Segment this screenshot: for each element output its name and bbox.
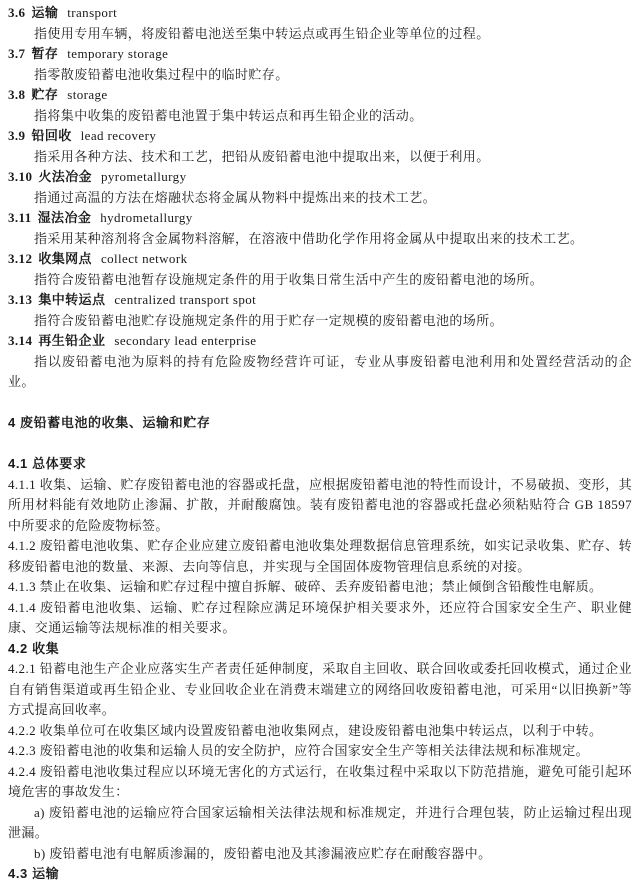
term-heading [8,208,632,229]
term-heading [8,331,632,352]
term-heading [8,249,632,270]
term-number: 3.9 [8,128,26,143]
section-heading: 4.3 运输 [8,866,60,881]
term-heading [8,126,632,147]
term-heading [8,85,632,106]
section-heading: 4.2 收集 [8,640,60,656]
term-heading [8,167,632,188]
list-item: a) 废铅蓄电池的运输应符合国家运输相关法律法规和标准规定，并进行合理包装，防止运输过程出现泄漏。 [8,804,632,840]
paragraph: 4.2.3 废铅蓄电池的收集和运输人员的安全防护，应符合国家安全生产等相关法律法规和标准规定。 [8,743,590,758]
term-english: transport [67,5,118,20]
paragraph: 4.2.1 铅蓄电池生产企业应落实生产者责任延伸制度，采取自主回收、联合回收或委托回收模式，通过企业自有销售渠道或再生铅企业、专业回收企业在消费末端建立的网络回收废铅蓄电池，可采用“以旧换新”等方式提高回收率。 [8,661,632,717]
term-english: secondary lead enterprise [114,333,257,348]
term-chinese: 再生铅企业 [38,333,106,348]
term-english: lead recovery [80,128,157,143]
term-chinese: 集中转运点 [38,292,106,307]
term-english: pyrometallurgy [100,169,187,184]
term-english: temporary storage [67,46,169,61]
definition-text: 指符合废铅蓄电池暂存设施规定条件的用于收集日常生活中产生的废铅蓄电池的场所。 [34,271,544,287]
term-english: collect network [100,251,188,266]
paragraph: 4.1.4 废铅蓄电池收集、运输、贮存过程除应满足环境保护相关要求外，还应符合国家安全生产、职业健康、交通运输等法规标准的相关要求。 [8,599,632,635]
term-chinese: 收集网点 [38,251,92,266]
definition-text: 指符合废铅蓄电池贮存设施规定条件的用于贮存一定规模的废铅蓄电池的场所。 [34,312,504,328]
paragraph: 4.2.4 废铅蓄电池收集过程应以环境无害化的方式运行，在收集过程中采取以下防范措施，避免可能引起环境危害的事故发生： [8,763,632,799]
term-english: centralized transport spot [114,292,257,307]
paragraph: 4.1.3 禁止在收集、运输和贮存过程中擅自拆解、破碎、丢弃废铅蓄电池；禁止倾倒含铅酸性电解质。 [8,579,603,594]
term-number: 3.10 [8,169,33,184]
term-number: 3.8 [8,87,26,102]
term-chinese: 贮存 [31,87,59,102]
term-number: 3.11 [8,210,32,225]
term-heading [8,44,632,65]
term-number: 3.12 [8,251,33,266]
term-english: storage [67,87,108,102]
term-english: hydrometallurgy [100,210,193,225]
blank-line [8,434,632,455]
term-number: 3.13 [8,292,33,307]
term-chinese: 铅回收 [31,128,72,143]
term-heading [8,3,632,24]
term-chinese: 运输 [31,5,59,20]
term-chinese: 湿法冶金 [37,210,92,225]
definition-text: 指采用各种方法、技术和工艺，把铅从废铅蓄电池中提取出来，以便于利用。 [34,148,490,164]
chapter-heading: 4 废铅蓄电池的收集、运输和贮存 [8,415,211,430]
definition-text: 指零散废铅蓄电池收集过程中的临时贮存。 [34,66,289,82]
definition-text: 指通过高温的方法在熔融状态将金属从物料中提炼出来的技术工艺。 [34,189,437,205]
definition-text: 指以废铅蓄电池为原料的持有危险废物经营许可证，专业从事废铅蓄电池利用和处置经营活动的企业。 [8,353,632,389]
term-number: 3.14 [8,333,33,348]
definition-text: 指采用某种溶剂将含金属物料溶解，在溶液中借助化学作用将金属从中提取出来的技术工艺。 [34,230,584,246]
definition-text: 指将集中收集的废铅蓄电池置于集中转运点和再生铅企业的活动。 [34,107,423,123]
term-heading [8,290,632,311]
term-number: 3.7 [8,46,26,61]
blank-line [8,393,632,414]
section-heading: 4.1 总体要求 [8,456,87,471]
definition-text: 指使用专用车辆，将废铅蓄电池送至集中转运点或再生铅企业等单位的过程。 [34,25,490,41]
term-number: 3.6 [8,5,26,20]
term-chinese: 火法冶金 [38,169,92,184]
paragraph: 4.1.1 收集、运输、贮存废铅蓄电池的容器或托盘，应根据废铅蓄电池的特性而设计，不易破损、变形，其所用材料能有效地防止渗漏、扩散，并耐酸腐蚀。装有废铅蓄电池的容器或托盘必须粘贴符合 GB 18597 中所要求的危险废物标签。 [8,476,632,533]
term-chinese: 暂存 [31,46,59,61]
paragraph: 4.1.2 废铅蓄电池收集、贮存企业应建立废铅蓄电池收集处理数据信息管理系统，如实记录收集、贮存、转移废铅蓄电池的数量、来源、去向等信息，并实现与全国固体废物管理信息系统的对接。 [8,538,632,574]
paragraph: 4.2.2 收集单位可在收集区域内设置废铅蓄电池收集网点，建设废铅蓄电池集中转运点，以利于中转。 [8,722,603,738]
list-item: b) 废铅蓄电池有电解质渗漏的，废铅蓄电池及其渗漏液应贮存在耐酸容器中。 [34,845,492,861]
